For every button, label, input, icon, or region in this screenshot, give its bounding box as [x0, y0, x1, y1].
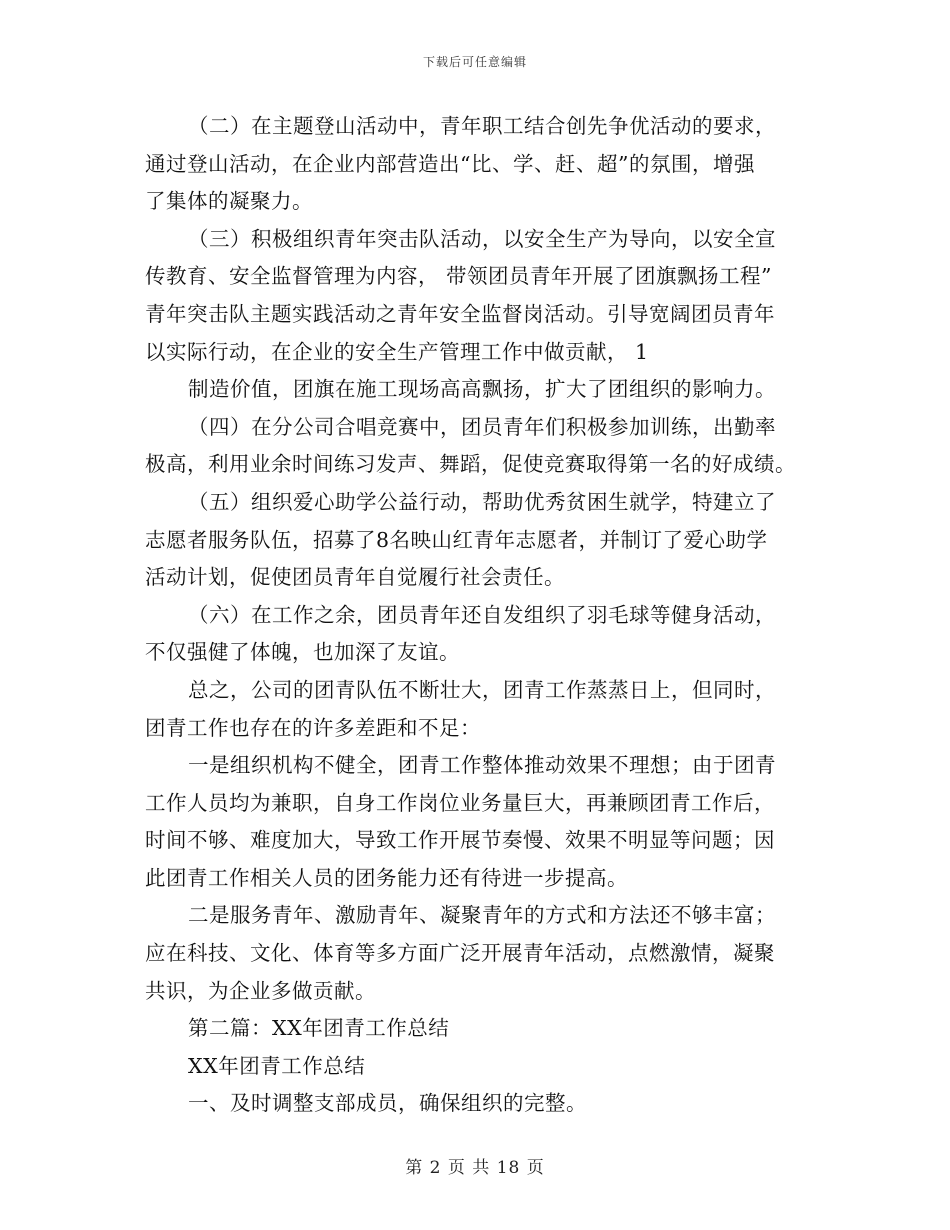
text-line: （二）在主题登山活动中，青年职工结合创先争优活动的要求， [188, 114, 776, 138]
text-line: （三）积极组织青年突击队活动，以安全生产为导向，以安全宣 [188, 226, 776, 251]
text-line: 团青工作也存在的许多差距和不足： [145, 715, 481, 740]
text-line: 不仅强健了体魄，也加深了友谊。 [145, 640, 460, 665]
total-pages: 18 [496, 1158, 521, 1178]
footer-word-gong: 共 [472, 1158, 491, 1178]
text-line: （四）在分公司合唱竞赛中，团员青年们积极参加训练，出勤率 [188, 414, 776, 439]
text-line: 志愿者服务队伍，招募了8名映山红青年志愿者，并制订了爱心助学 [145, 527, 768, 552]
section-heading: 第二篇：XX年团青工作总结 [188, 1016, 450, 1041]
text-line: 应在科技、文化、体育等多方面广泛开展青年活动，点燃激情，凝聚 [145, 941, 775, 966]
text-line: 共识，为企业多做贡献。 [145, 978, 376, 1003]
text-line: 工作人员均为兼职，自身工作岗位业务量巨大，再兼顾团青工作后， [145, 790, 775, 815]
footer-word-di: 第 [405, 1158, 424, 1178]
text-line: （六）在工作之余，团员青年还自发组织了羽毛球等健身活动， [188, 602, 776, 627]
text-line: 通过登山活动，在企业内部营造出“比、学、赶、超”的氛围，增强 [145, 151, 755, 176]
footer-word-ye: 页 [447, 1158, 466, 1178]
text-line: 时间不够、难度加大，导致工作开展节奏慢、效果不明显等问题；因 [145, 828, 775, 853]
text-line: 极高，利用业余时间练习发声、舞蹈，促使竞赛取得第一名的好成绩。 [145, 452, 796, 477]
text-line: 一、及时调整支部成员，确保组织的完整。 [188, 1091, 587, 1116]
text-line: 以实际行动，在企业的安全生产管理工作中做贡献， 1 [145, 339, 649, 364]
footer-word-ye-end: 页 [526, 1158, 545, 1178]
text-line: 制造价值，团旗在施工现场高高飘扬，扩大了团组织的影响力。 [188, 377, 776, 402]
text-line: 青年突击队主题实践活动之青年安全监督岗活动。引导宽阔团员青年 [145, 301, 775, 326]
text-line: 一是组织机构不健全，团青工作整体推动效果不理想；由于团青 [188, 753, 776, 778]
document-body [145, 108, 805, 1123]
text-line: 二是服务青年、激励青年、凝聚青年的方式和方法还不够丰富； [188, 903, 776, 928]
text-line: 活动计划，促使团员青年自觉履行社会责任。 [145, 565, 565, 590]
text-line: 了集体的凝聚力。 [145, 189, 313, 214]
text-line: 此团青工作相关人员的团务能力还有待进一步提高。 [145, 865, 628, 890]
page-number: 2 [429, 1158, 442, 1178]
page-footer [0, 1153, 950, 1178]
section-subtitle: XX年团青工作总结 [188, 1053, 366, 1078]
text-line: 传教育、安全监督管理为内容， 带领团员青年开展了团旗飘扬工程” [145, 264, 772, 289]
text-line: （五）组织爱心助学公益行动，帮助优秀贫困生就学，特建立了 [188, 489, 776, 514]
text-line: 总之，公司的团青队伍不断壮大，团青工作蒸蒸日上，但同时， [188, 677, 776, 702]
page-header: 下载后可任意编辑 [422, 55, 527, 69]
